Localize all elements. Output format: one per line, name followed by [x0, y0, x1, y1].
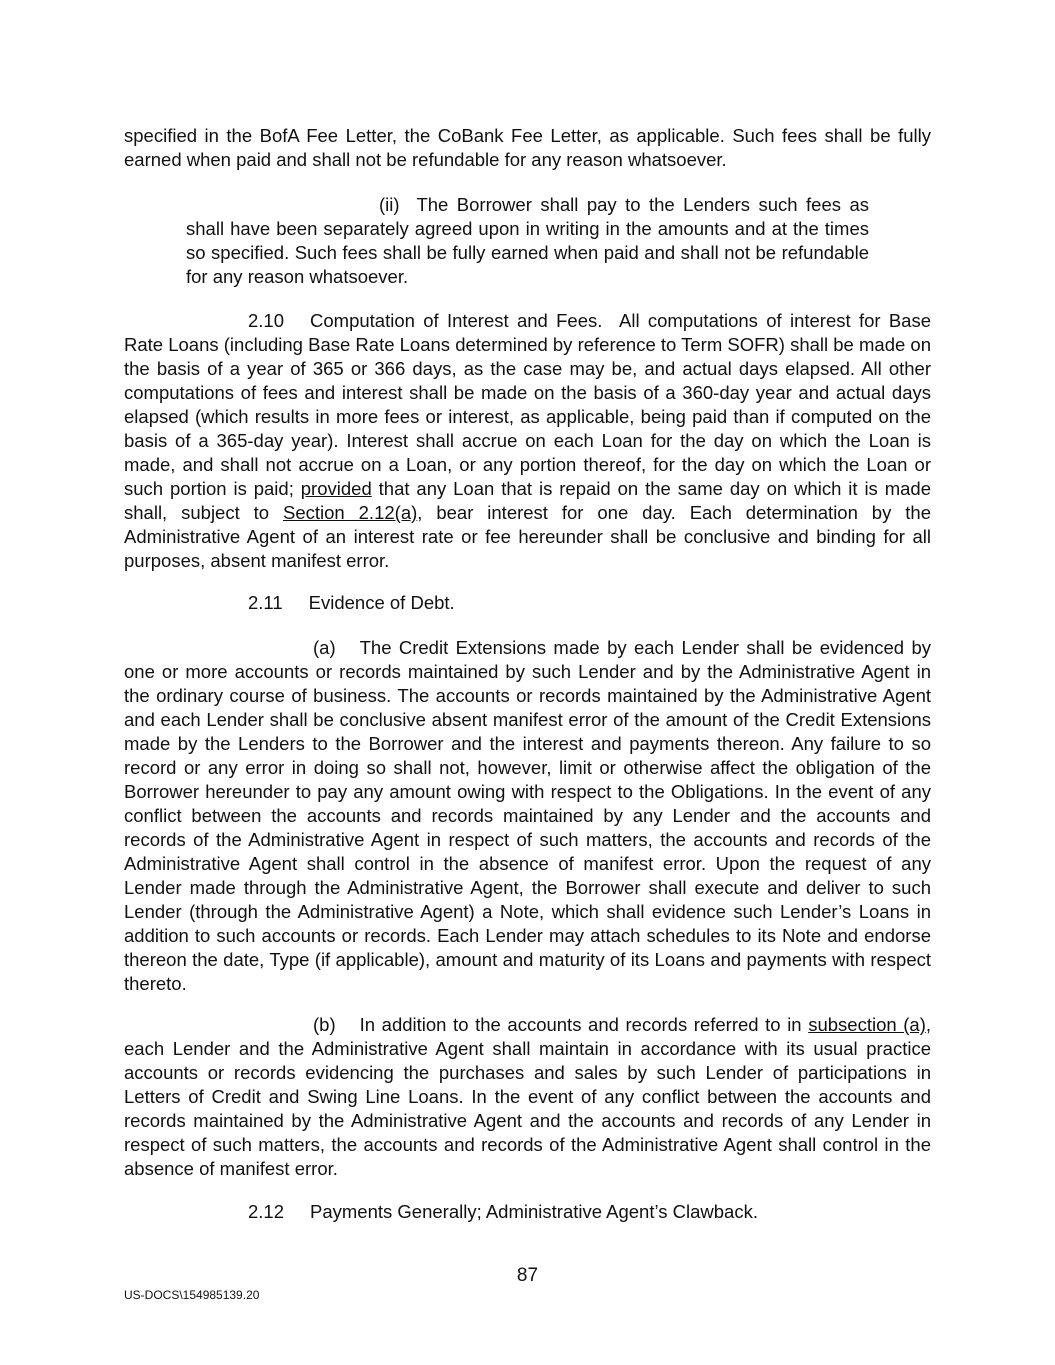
provided-term: provided — [300, 478, 372, 499]
section-2-10-text-b: that any Loan that is repaid on the same day on which it is made shall, subject to — [124, 478, 931, 523]
fees-continuation-text: specified in the BofA Fee Letter, the CoBank Fee Letter, as applicable. Such fees shall be fully earned when paid and shall not be refundable for any reason whatsoever. — [124, 125, 931, 170]
fees-ii-paragraph — [186, 193, 869, 289]
section-2-11a-label: (a) — [313, 637, 336, 658]
page-number: 87 — [516, 1265, 539, 1286]
section-2-11b-text-b: , each Lender and the Administrative Agent shall maintain in accordance with its usual practice accounts or records evidencing the purchases and sales by such Lender of participations in Letters of Credit and Swing Line Loans. In the event of any conflict between the accounts and records maintained by the Administrative Agent and the accounts and records of any Lender in respect of such matters, the accounts and records of the Administrative Agent shall control in the absence of manifest error. — [124, 1014, 931, 1179]
section-2-10-number: 2.10 — [248, 310, 285, 331]
fees-ii-text: The Borrower shall pay to the Lenders such fees as shall have been separately agreed upon in writing in the amounts and at the times so specified. Such fees shall be fully earned when paid and shall not be refundable for any reason whatsoever. — [186, 194, 869, 287]
section-2-12-heading — [124, 1200, 931, 1224]
section-2-10-paragraph — [124, 309, 931, 573]
section-2-11a-text: The Credit Extensions made by each Lender shall be evidenced by one or more accounts or records maintained by such Lender and by the Administrative Agent in the ordinary course of business. The accounts or records maintained by the Administrative Agent and each Lender shall be conclusive absent manifest error of the amount of the Credit Extensions made by the Lenders to the Borrower and the interest and payments thereon. Any failure to so record or any error in doing so shall not, however, limit or otherwise affect the obligation of the Borrower hereunder to pay any amount owing with respect to the Obligations. In the event of any conflict between the accounts and records maintained by any Lender and the accounts and records of the Administrative Agent in respect of such matters, the accounts and records of the Administrative Agent shall control in the absence of manifest error. Upon the request of any Lender made through the Administrative Agent, the Borrower shall execute and deliver to such Lender (through the Administrative Agent) a Note, which shall evidence such Lender’s Loans in addition to such accounts or records. Each Lender may attach schedules to its Note and endorse thereon the date, Type (if applicable), amount and maturity of its Loans and payments with respect thereto. — [124, 637, 931, 994]
section-2-11b-label: (b) — [313, 1014, 336, 1035]
section-2-11a-paragraph — [124, 636, 931, 996]
section-2-10-text-c: , bear interest for one day. Each determination by the Administrative Agent of an interest rate or fee hereunder shall be conclusive and binding for all purposes, absent manifest error. — [124, 502, 931, 571]
fees-continuation-paragraph — [124, 124, 931, 172]
section-2-10-text-a: All computations of interest for Base Rate Loans (including Base Rate Loans determined by reference to Term SOFR) shall be made on the basis of a year of 365 or 366 days, as the case may be, and actual days elapsed. All other computations of fees and interest shall be made on the basis of a 360-day year and actual days elapsed (which results in more fees or interest, as applicable, being paid than if computed on the basis of a 365-day year). Interest shall accrue on each Loan for the day on which the Loan is made, and shall not accrue on a Loan, or any portion thereof, for the day on which the Loan or such portion is paid; — [124, 310, 932, 499]
section-2-11-heading — [124, 591, 931, 615]
section-2-12-number: 2.12 — [248, 1201, 285, 1222]
section-2-11b-paragraph — [124, 1013, 931, 1181]
subsection-a-reference[interactable]: subsection (a) — [808, 1014, 926, 1035]
section-2-11-number: 2.11 — [248, 592, 283, 613]
section-2-10-title: Computation of Interest and Fees. — [310, 310, 603, 331]
section-2-12-title: Payments Generally; Administrative Agent’s Clawback. — [310, 1201, 758, 1222]
fees-ii-label: (ii) — [379, 194, 400, 215]
section-2-12a-reference[interactable]: Section 2.12(a) — [283, 502, 418, 523]
section-2-11b-text-a: In addition to the accounts and records referred to in — [359, 1014, 809, 1035]
section-2-11-title: Evidence of Debt. — [308, 592, 455, 613]
document-id: US-DOCS\154985139.20 — [124, 1288, 260, 1302]
